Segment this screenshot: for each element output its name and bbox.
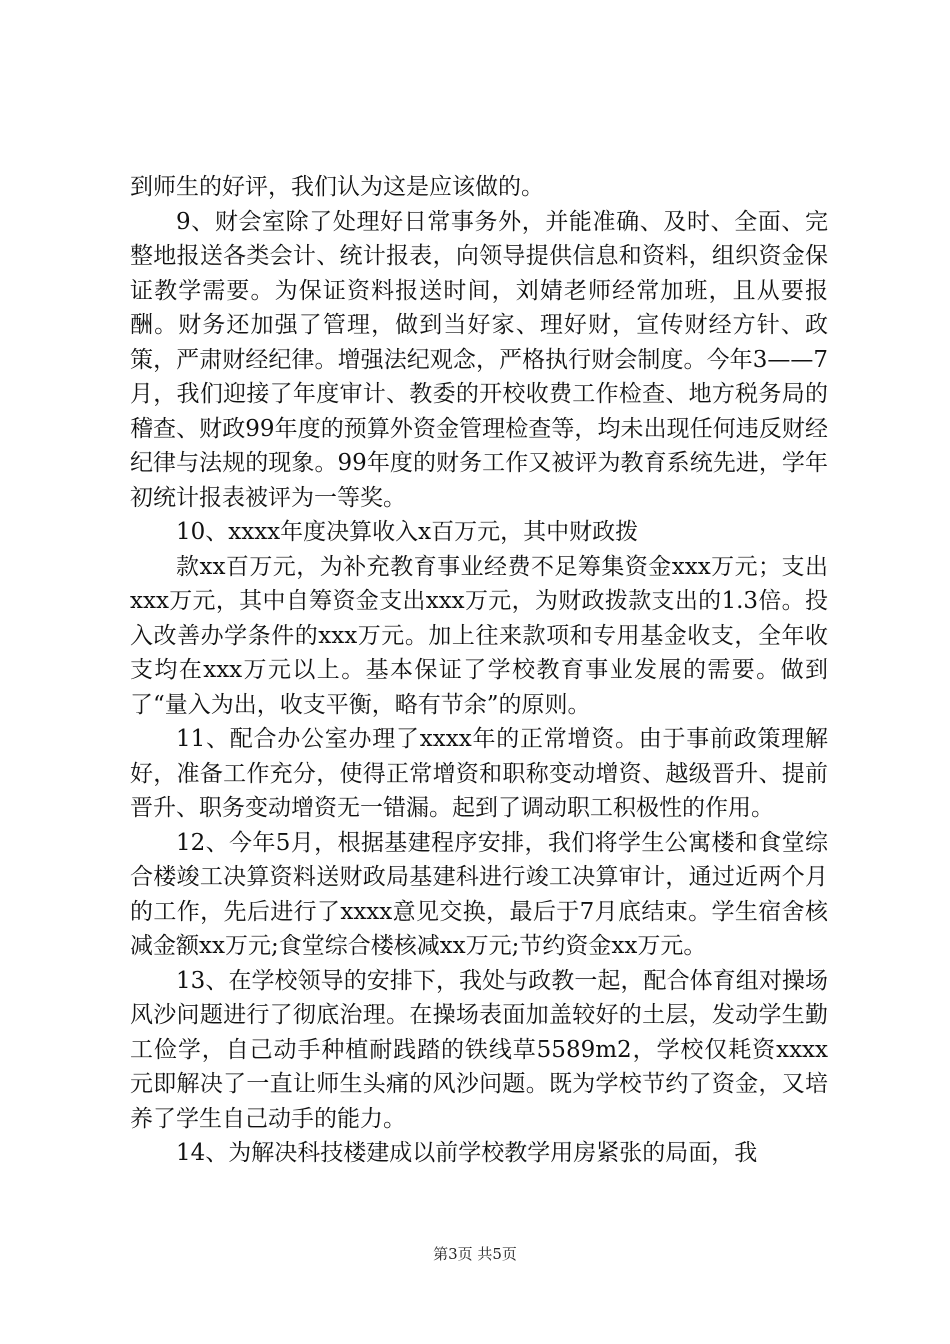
paragraph-9: 9、财会室除了处理好日常事务外，并能准确、及时、全面、完整地报送各类会计、统计报表，向领导提供信息和资料，组织资金保证教学需要。为保证资料报送时间，刘婧老师经常加班，且从要报酬。财务还加强了管理，做到当好家、理好财，宣传财经方针、政策，严肃财经纪律。增强法纪观念，严格执行财会制度。今年3——7月，我们迎接了年度审计、教委的开校收费工作检查、地方税务局的稽查、财政99年度的预算外资金管理检查等，均未出现任何违反财经纪律与法规的现象。99年度的财务工作又被评为教育系统先进，学年初统计报表被评为一等奖。 [130,208,828,511]
paragraph-11: 11、配合办公室办理了xxxx年的正常增资。由于事前政策理解好，准备工作充分，使得正常增资和职称变动增资、越级晋升、提前晋升、职务变动增资无一错漏。起到了调动职工积极性的作用。 [130,726,828,821]
document-body [130,170,828,1171]
page-footer [0,1243,950,1264]
paragraph-14: 14、为解决科技楼建成以前学校教学用房紧张的局面，我 [176,1140,758,1166]
paragraph-12: 12、今年5月，根据基建程序安排，我们将学生公寓楼和食堂综合楼竣工决算资料送财政局基建科进行竣工决算审计，通过近两个月的工作，先后进行了xxxx意见交换，最后于7月底结束。学生宿舍核减金额xx万元;食堂综合楼核减xx万元;节约资金xx万元。 [130,829,828,959]
paragraph-1: 到师生的好评，我们认为这是应该做的。 [130,174,544,200]
paragraph-10: 10、xxxx年度决算收入x百万元，其中财政拨 [176,519,639,545]
page-number-label: 第3页 共5页 [433,1245,517,1263]
paragraph-10-continued: 款xx百万元，为补充教育事业经费不足筹集资金xxx万元；支出xxx万元，其中自筹资金支出xxx万元，为财政拨款支出的1.3倍。投入改善办学条件的xxx万元。加上往来款项和专用基金收支，全年收支均在xxx万元以上。基本保证了学校教育事业发展的需要。做到了“量入为出，收支平衡，略有节余”的原则。 [130,553,828,718]
paragraph-13: 13、在学校领导的安排下，我处与政教一起，配合体育组对操场风沙问题进行了彻底治理。在操场表面加盖较好的土层，发动学生勤工俭学，自己动手种植耐践踏的铁线草5589m2，学校仅耗资xxxx元即解决了一直让师生头痛的风沙问题。既为学校节约了资金，又培养了学生自己动手的能力。 [130,967,828,1132]
